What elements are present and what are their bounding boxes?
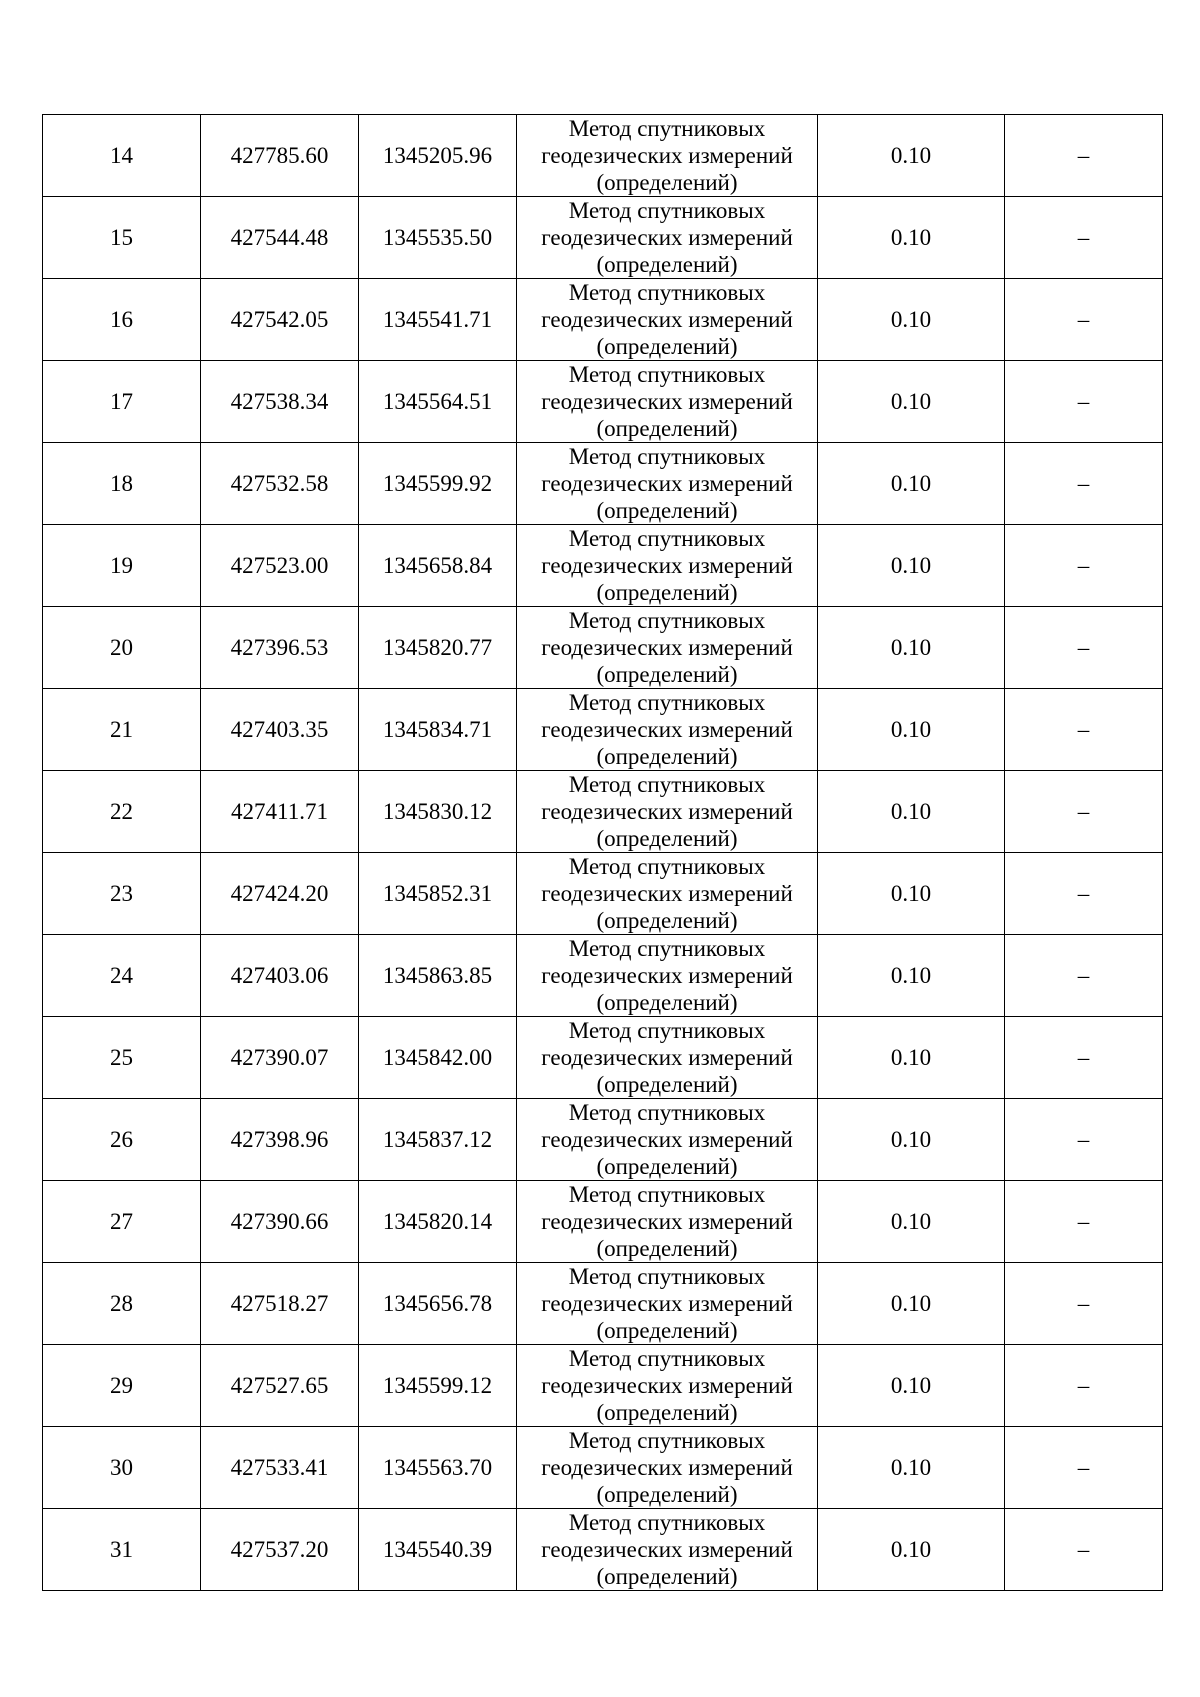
y-coordinate-cell: 1345656.78 bbox=[359, 1263, 517, 1345]
method-text-line: геодезических измерений bbox=[541, 963, 793, 988]
point-number-cell: 31 bbox=[43, 1509, 201, 1591]
table-row bbox=[43, 525, 1163, 607]
method-text-line: (определений) bbox=[596, 826, 738, 851]
point-number-cell: 26 bbox=[43, 1099, 201, 1181]
method-text-line: геодезических измерений bbox=[541, 635, 793, 660]
method-text-line: (определений) bbox=[596, 1564, 738, 1589]
x-coordinate-cell: 427523.00 bbox=[201, 525, 359, 607]
method-cell bbox=[517, 1181, 818, 1263]
method-text-line: (определений) bbox=[596, 252, 738, 277]
accuracy-cell: 0.10 bbox=[818, 525, 1005, 607]
note-cell: – bbox=[1005, 1099, 1163, 1181]
method-text-line: геодезических измерений bbox=[541, 1455, 793, 1480]
method-text-line: (определений) bbox=[596, 744, 738, 769]
method-text-line: Метод спутниковых bbox=[568, 444, 766, 469]
method-text-line: геодезических измерений bbox=[541, 553, 793, 578]
table-row bbox=[43, 115, 1163, 197]
method-text-line: Метод спутниковых bbox=[568, 198, 766, 223]
x-coordinate-cell: 427390.07 bbox=[201, 1017, 359, 1099]
x-coordinate-cell: 427411.71 bbox=[201, 771, 359, 853]
method-text-line: Метод спутниковых bbox=[568, 1510, 766, 1535]
accuracy-cell: 0.10 bbox=[818, 1181, 1005, 1263]
accuracy-cell: 0.10 bbox=[818, 689, 1005, 771]
method-text-line: (определений) bbox=[596, 1318, 738, 1343]
table-row bbox=[43, 1427, 1163, 1509]
note-cell: – bbox=[1005, 689, 1163, 771]
point-number-cell: 18 bbox=[43, 443, 201, 525]
note-cell: – bbox=[1005, 935, 1163, 1017]
method-text-line: (определений) bbox=[596, 1482, 738, 1507]
accuracy-cell: 0.10 bbox=[818, 1345, 1005, 1427]
table-row bbox=[43, 1017, 1163, 1099]
y-coordinate-cell: 1345535.50 bbox=[359, 197, 517, 279]
x-coordinate-cell: 427396.53 bbox=[201, 607, 359, 689]
table-row bbox=[43, 771, 1163, 853]
method-text-line: (определений) bbox=[596, 908, 738, 933]
note-cell: – bbox=[1005, 361, 1163, 443]
method-text-line: геодезических измерений bbox=[541, 799, 793, 824]
coordinates-table-body bbox=[43, 115, 1163, 1591]
accuracy-cell: 0.10 bbox=[818, 853, 1005, 935]
accuracy-cell: 0.10 bbox=[818, 361, 1005, 443]
note-cell: – bbox=[1005, 1345, 1163, 1427]
x-coordinate-cell: 427785.60 bbox=[201, 115, 359, 197]
method-text-line: (определений) bbox=[596, 580, 738, 605]
method-cell bbox=[517, 1345, 818, 1427]
x-coordinate-cell: 427398.96 bbox=[201, 1099, 359, 1181]
y-coordinate-cell: 1345563.70 bbox=[359, 1427, 517, 1509]
y-coordinate-cell: 1345830.12 bbox=[359, 771, 517, 853]
point-number-cell: 27 bbox=[43, 1181, 201, 1263]
method-cell bbox=[517, 525, 818, 607]
y-coordinate-cell: 1345658.84 bbox=[359, 525, 517, 607]
method-cell bbox=[517, 689, 818, 771]
method-text-line: Метод спутниковых bbox=[568, 854, 766, 879]
method-text-line: Метод спутниковых bbox=[568, 772, 766, 797]
method-text-line: геодезических измерений bbox=[541, 1291, 793, 1316]
point-number-cell: 17 bbox=[43, 361, 201, 443]
method-text-line: Метод спутниковых bbox=[568, 608, 766, 633]
accuracy-cell: 0.10 bbox=[818, 197, 1005, 279]
point-number-cell: 28 bbox=[43, 1263, 201, 1345]
method-text-line: (определений) bbox=[596, 1072, 738, 1097]
y-coordinate-cell: 1345863.85 bbox=[359, 935, 517, 1017]
x-coordinate-cell: 427424.20 bbox=[201, 853, 359, 935]
method-cell bbox=[517, 1427, 818, 1509]
method-text-line: Метод спутниковых bbox=[568, 1346, 766, 1371]
y-coordinate-cell: 1345852.31 bbox=[359, 853, 517, 935]
method-text-line: геодезических измерений bbox=[541, 1127, 793, 1152]
x-coordinate-cell: 427538.34 bbox=[201, 361, 359, 443]
method-text-line: геодезических измерений bbox=[541, 225, 793, 250]
note-cell: – bbox=[1005, 853, 1163, 935]
method-text-line: (определений) bbox=[596, 990, 738, 1015]
table-row bbox=[43, 1345, 1163, 1427]
x-coordinate-cell: 427518.27 bbox=[201, 1263, 359, 1345]
table-row bbox=[43, 279, 1163, 361]
method-cell bbox=[517, 853, 818, 935]
method-text-line: геодезических измерений bbox=[541, 717, 793, 742]
accuracy-cell: 0.10 bbox=[818, 1427, 1005, 1509]
x-coordinate-cell: 427403.35 bbox=[201, 689, 359, 771]
table-row bbox=[43, 689, 1163, 771]
point-number-cell: 19 bbox=[43, 525, 201, 607]
method-cell bbox=[517, 935, 818, 1017]
x-coordinate-cell: 427527.65 bbox=[201, 1345, 359, 1427]
method-text-line: Метод спутниковых bbox=[568, 1428, 766, 1453]
table-row bbox=[43, 1509, 1163, 1591]
y-coordinate-cell: 1345599.92 bbox=[359, 443, 517, 525]
note-cell: – bbox=[1005, 1427, 1163, 1509]
table-row bbox=[43, 1181, 1163, 1263]
note-cell: – bbox=[1005, 1263, 1163, 1345]
method-text-line: геодезических измерений bbox=[541, 1537, 793, 1562]
note-cell: – bbox=[1005, 115, 1163, 197]
method-text-line: геодезических измерений bbox=[541, 307, 793, 332]
method-text-line: геодезических измерений bbox=[541, 1045, 793, 1070]
x-coordinate-cell: 427544.48 bbox=[201, 197, 359, 279]
method-text-line: Метод спутниковых bbox=[568, 1018, 766, 1043]
point-number-cell: 22 bbox=[43, 771, 201, 853]
y-coordinate-cell: 1345540.39 bbox=[359, 1509, 517, 1591]
point-number-cell: 16 bbox=[43, 279, 201, 361]
point-number-cell: 20 bbox=[43, 607, 201, 689]
method-cell bbox=[517, 115, 818, 197]
y-coordinate-cell: 1345205.96 bbox=[359, 115, 517, 197]
method-text-line: геодезических измерений bbox=[541, 881, 793, 906]
method-text-line: геодезических измерений bbox=[541, 471, 793, 496]
x-coordinate-cell: 427390.66 bbox=[201, 1181, 359, 1263]
note-cell: – bbox=[1005, 771, 1163, 853]
note-cell: – bbox=[1005, 1181, 1163, 1263]
method-text-line: (определений) bbox=[596, 170, 738, 195]
point-number-cell: 24 bbox=[43, 935, 201, 1017]
note-cell: – bbox=[1005, 607, 1163, 689]
method-text-line: Метод спутниковых bbox=[568, 1264, 766, 1289]
x-coordinate-cell: 427537.20 bbox=[201, 1509, 359, 1591]
x-coordinate-cell: 427542.05 bbox=[201, 279, 359, 361]
accuracy-cell: 0.10 bbox=[818, 279, 1005, 361]
method-text-line: (определений) bbox=[596, 416, 738, 441]
x-coordinate-cell: 427533.41 bbox=[201, 1427, 359, 1509]
y-coordinate-cell: 1345564.51 bbox=[359, 361, 517, 443]
point-number-cell: 14 bbox=[43, 115, 201, 197]
accuracy-cell: 0.10 bbox=[818, 607, 1005, 689]
method-text-line: Метод спутниковых bbox=[568, 936, 766, 961]
accuracy-cell: 0.10 bbox=[818, 1099, 1005, 1181]
note-cell: – bbox=[1005, 443, 1163, 525]
method-text-line: геодезических измерений bbox=[541, 389, 793, 414]
point-number-cell: 25 bbox=[43, 1017, 201, 1099]
method-text-line: (определений) bbox=[596, 334, 738, 359]
method-cell bbox=[517, 771, 818, 853]
method-text-line: геодезических измерений bbox=[541, 143, 793, 168]
accuracy-cell: 0.10 bbox=[818, 935, 1005, 1017]
accuracy-cell: 0.10 bbox=[818, 1263, 1005, 1345]
table-row bbox=[43, 935, 1163, 1017]
x-coordinate-cell: 427403.06 bbox=[201, 935, 359, 1017]
point-number-cell: 15 bbox=[43, 197, 201, 279]
note-cell: – bbox=[1005, 197, 1163, 279]
method-text-line: (определений) bbox=[596, 662, 738, 687]
table-row bbox=[43, 443, 1163, 525]
method-text-line: геодезических измерений bbox=[541, 1373, 793, 1398]
method-cell bbox=[517, 1509, 818, 1591]
method-cell bbox=[517, 1099, 818, 1181]
y-coordinate-cell: 1345599.12 bbox=[359, 1345, 517, 1427]
y-coordinate-cell: 1345820.77 bbox=[359, 607, 517, 689]
point-number-cell: 30 bbox=[43, 1427, 201, 1509]
point-number-cell: 23 bbox=[43, 853, 201, 935]
method-text-line: (определений) bbox=[596, 1400, 738, 1425]
y-coordinate-cell: 1345820.14 bbox=[359, 1181, 517, 1263]
accuracy-cell: 0.10 bbox=[818, 115, 1005, 197]
method-text-line: Метод спутниковых bbox=[568, 116, 766, 141]
method-text-line: (определений) bbox=[596, 1154, 738, 1179]
method-cell bbox=[517, 197, 818, 279]
y-coordinate-cell: 1345834.71 bbox=[359, 689, 517, 771]
accuracy-cell: 0.10 bbox=[818, 771, 1005, 853]
method-cell bbox=[517, 607, 818, 689]
method-text-line: Метод спутниковых bbox=[568, 1182, 766, 1207]
method-cell bbox=[517, 279, 818, 361]
method-text-line: геодезических измерений bbox=[541, 1209, 793, 1234]
note-cell: – bbox=[1005, 279, 1163, 361]
method-text-line: Метод спутниковых bbox=[568, 280, 766, 305]
accuracy-cell: 0.10 bbox=[818, 1017, 1005, 1099]
point-number-cell: 21 bbox=[43, 689, 201, 771]
table-row bbox=[43, 607, 1163, 689]
note-cell: – bbox=[1005, 525, 1163, 607]
table-row bbox=[43, 361, 1163, 443]
accuracy-cell: 0.10 bbox=[818, 1509, 1005, 1591]
x-coordinate-cell: 427532.58 bbox=[201, 443, 359, 525]
method-cell bbox=[517, 443, 818, 525]
method-text-line: Метод спутниковых bbox=[568, 690, 766, 715]
note-cell: – bbox=[1005, 1017, 1163, 1099]
y-coordinate-cell: 1345842.00 bbox=[359, 1017, 517, 1099]
table-row bbox=[43, 853, 1163, 935]
table-row bbox=[43, 1099, 1163, 1181]
point-number-cell: 29 bbox=[43, 1345, 201, 1427]
method-cell bbox=[517, 361, 818, 443]
coordinates-table bbox=[42, 114, 1163, 1591]
method-text-line: (определений) bbox=[596, 498, 738, 523]
method-cell bbox=[517, 1017, 818, 1099]
accuracy-cell: 0.10 bbox=[818, 443, 1005, 525]
method-cell bbox=[517, 1263, 818, 1345]
method-text-line: Метод спутниковых bbox=[568, 362, 766, 387]
y-coordinate-cell: 1345541.71 bbox=[359, 279, 517, 361]
method-text-line: Метод спутниковых bbox=[568, 1100, 766, 1125]
y-coordinate-cell: 1345837.12 bbox=[359, 1099, 517, 1181]
note-cell: – bbox=[1005, 1509, 1163, 1591]
table-row bbox=[43, 197, 1163, 279]
method-text-line: Метод спутниковых bbox=[568, 526, 766, 551]
method-text-line: (определений) bbox=[596, 1236, 738, 1261]
table-row bbox=[43, 1263, 1163, 1345]
